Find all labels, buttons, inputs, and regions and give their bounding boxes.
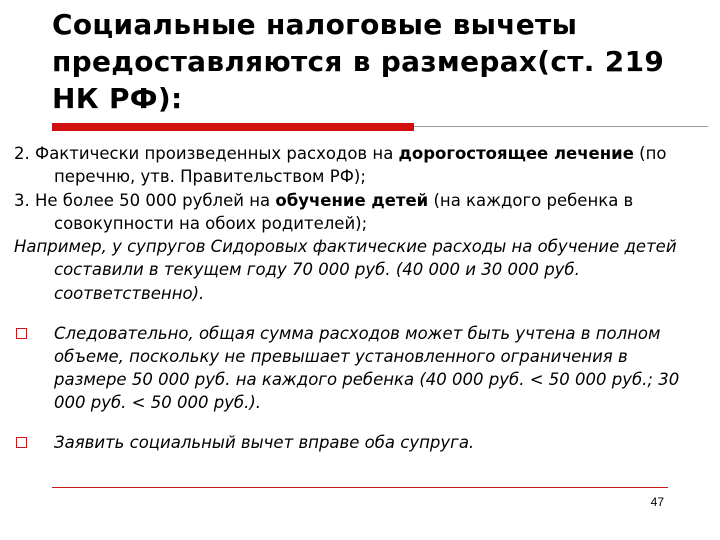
item-text: 2. Фактически произведенных расходов на (14, 144, 399, 163)
item-emphasis: обучение детей (275, 190, 429, 210)
item-text: 3. Не более 50 000 рублей на (14, 190, 276, 210)
square-bullet-icon (16, 437, 27, 448)
item-text: (по перечню, утв. Правительством РФ); (54, 144, 667, 187)
title-accent-bar (52, 123, 414, 131)
bullet-text: Заявить социальный вычет вправе оба супруга. (54, 433, 475, 453)
bullet-item (14, 431, 694, 454)
slide-title (52, 6, 712, 117)
bullet-text: Следовательно, общая сумма расходов может быть учтена в полном объеме, поскольку не превышает установленного ограничения в размере 50 000 руб. на каждого ребенка (40 000 руб. < 50 000 руб.; 30 000 руб. < 50 000 руб.). (54, 323, 680, 413)
example-paragraph: Например, у супругов Сидоровых фактические расходы на обучение детей составили в текущем году 70 000 руб. (40 000 и 30 000 руб. соответственно). (14, 237, 677, 303)
square-bullet-icon (16, 328, 27, 339)
deduction-item-education (14, 189, 694, 236)
title-line-1: Социальные налоговые вычеты (52, 8, 578, 41)
title-line-2: предоставляются в размерах(ст. 219 (52, 45, 665, 78)
footer-divider (52, 487, 668, 488)
deduction-item-medical (14, 142, 694, 189)
bullet-item (14, 322, 694, 415)
slide-body (14, 142, 694, 471)
item-text: (на каждого ребенка в совокупности на обоих родителей); (54, 190, 634, 233)
title-line-3: НК РФ): (52, 82, 183, 115)
page-number: 47 (650, 495, 664, 509)
item-emphasis: дорогостоящее лечение (398, 144, 634, 163)
